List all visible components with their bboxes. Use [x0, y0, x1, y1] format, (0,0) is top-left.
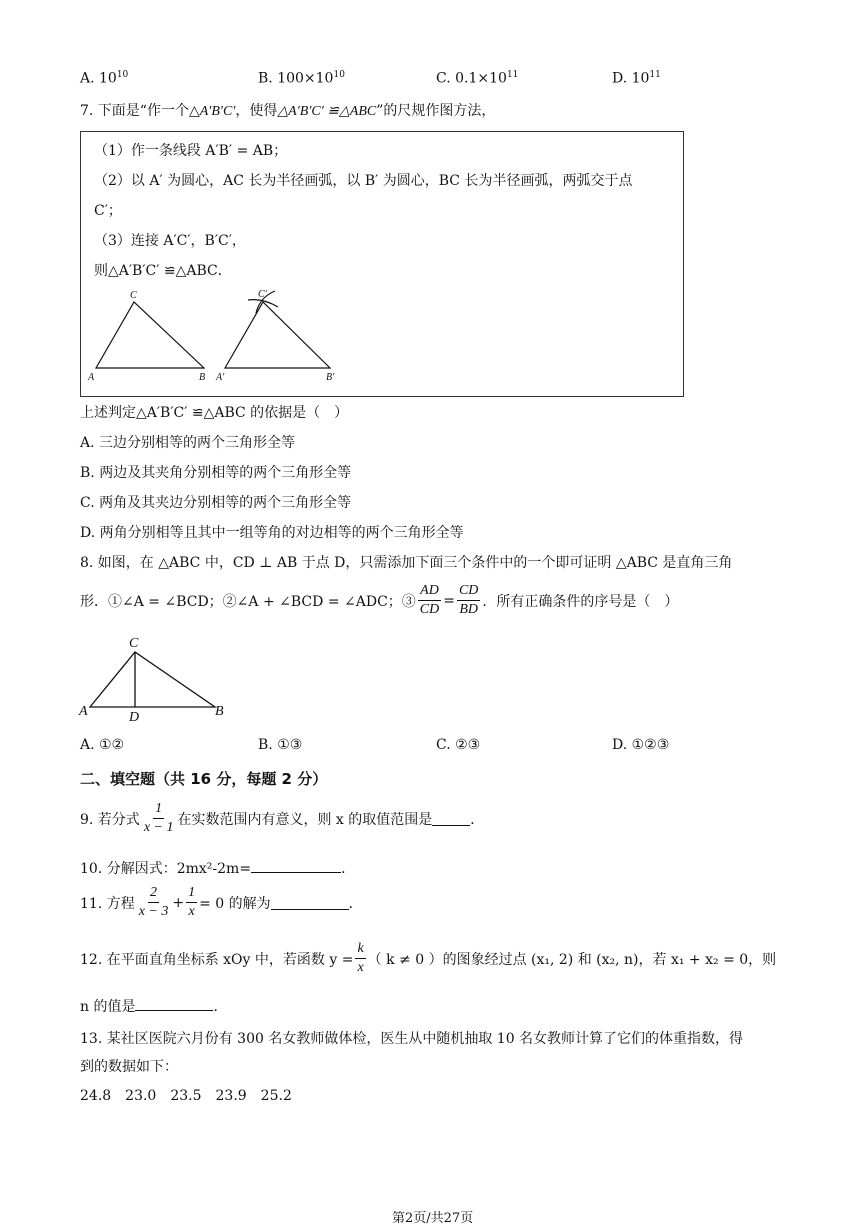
q8-option-a: A. ①② [80, 737, 125, 753]
q11-fraction-2: $\frac{1}{x}$ [188, 885, 196, 919]
label-bp: B′ [326, 372, 335, 383]
q6-option-b: B. $100\times 10^{10}$ [258, 70, 345, 87]
label-b: B [199, 372, 206, 383]
arc-a [248, 300, 278, 307]
q8-triangle-figure [75, 632, 235, 724]
q7-option-a: A. 三边分别相等的两个三角形全等 [80, 435, 296, 451]
q11: 11. 方程 $\frac{2}{x - 3}$ + $\frac{1}{x}$ = 0 的解为 ． [80, 885, 363, 919]
triangle-abc [90, 652, 215, 707]
q10: 10. 分解因式：2mx²-2m= ． [80, 858, 355, 878]
q7-conclusion: 则△A′B′C′ ≌△ABC． [94, 263, 232, 279]
q9: 9. 若分式 $\frac{1}{x - 1}$ 在实数范围内有意义，则 x 的取值范围是 ． [80, 801, 485, 835]
label-ap: A′ [216, 372, 225, 383]
q8-line-2: 形．①∠A = ∠BCD；②∠A + ∠BCD = ∠ADC；③ $\frac{AD}{CD}$ = $\frac{CD}{BD}$ ．所有正确条件的序号是（ ） [80, 583, 679, 617]
q7-step-2b: C′； [94, 203, 122, 219]
q7-triangle-figures [80, 285, 380, 385]
page-footer: 第2页/共27页 [392, 1211, 474, 1226]
label-c: C [129, 636, 139, 651]
q6-option-d: D. $10^{11}$ [612, 70, 661, 87]
q7-step-1: （1）作一条线段 A′B′ = AB； [94, 143, 288, 159]
q7-option-b: B. 两边及其夹角分别相等的两个三角形全等 [80, 465, 352, 481]
triangle-apbpcp [225, 302, 330, 368]
q7-question: 上述判定△A′B′C′ ≌△ABC 的依据是（ ） [80, 405, 349, 421]
q13-data: 24.8 23.0 23.5 23.9 25.2 [80, 1088, 292, 1104]
q7-stem: 7. 下面是“作一个△A′B′C′，使得△A′B′C′ ≌△ABC”的尺规作图方法， [80, 103, 496, 119]
q7-step-2a: （2）以 A′ 为圆心，AC 长为半径画弧，以 B′ 为圆心，BC 长为半径画弧，两弧交于点 [94, 173, 633, 189]
q8-option-b: B. ①③ [258, 737, 303, 753]
q7-option-d: D. 两角分别相等且其中一组等角的对边相等的两个三角形全等 [80, 525, 464, 541]
q12-fraction: $\frac{k}{x}$ [357, 941, 364, 975]
q8-line-1: 8. 如图，在 △ABC 中，CD ⊥ AB 于点 D，只需添加下面三个条件中的一个即可证明 △ABC 是直角三角 [80, 555, 733, 571]
label-d: D [129, 710, 140, 724]
q11-answer-blank[interactable] [271, 895, 349, 910]
q12-line-1: 12. 在平面直角坐标系 xOy 中，若函数 y = $\frac{k}{x}$ （ k ≠ 0 ）的图象经过点 (x₁, 2) 和 (x₂, n)，若 x₁ + x₂ = 0，则 [80, 941, 777, 975]
label-a: A [88, 372, 95, 383]
q9-fraction: $\frac{1}{x - 1}$ [143, 801, 174, 835]
q8-option-d: D. ①②③ [612, 737, 670, 753]
q12-answer-blank[interactable] [135, 996, 213, 1011]
q13-line-2: 到的数据如下： [80, 1059, 178, 1075]
q9-answer-blank[interactable] [432, 811, 470, 826]
label-cp: C′ [258, 289, 267, 300]
q8-fraction-2: $\frac{CD}{BD}$ [458, 583, 479, 617]
q7-option-c: C. 两角及其夹边分别相等的两个三角形全等 [80, 495, 352, 511]
triangle-abc [96, 302, 204, 368]
q6-option-c: C. $0.1\times 10^{11}$ [436, 70, 519, 87]
q12-line-2: n 的值是 ． [80, 996, 227, 1016]
q8-fraction-1: $\frac{AD}{CD}$ [419, 583, 440, 617]
q11-fraction-1: $\frac{2}{x - 3}$ [138, 885, 169, 919]
q7-step-3: （3）连接 A′C′，B′C′， [94, 233, 246, 249]
q10-answer-blank[interactable] [251, 858, 341, 873]
label-b: B [215, 704, 224, 719]
q6-option-a: A. $10^{10}$ [80, 70, 129, 87]
label-c: C [130, 290, 137, 301]
label-a: A [79, 704, 88, 719]
q13-line-1: 13. 某社区医院六月份有 300 名女教师做体检，医生从中随机抽取 10 名女教师计算了它们的体重指数，得 [80, 1031, 744, 1047]
q8-option-c: C. ②③ [436, 737, 481, 753]
section-2-heading: 二、填空题（共 16 分，每题 2 分） [80, 770, 328, 788]
